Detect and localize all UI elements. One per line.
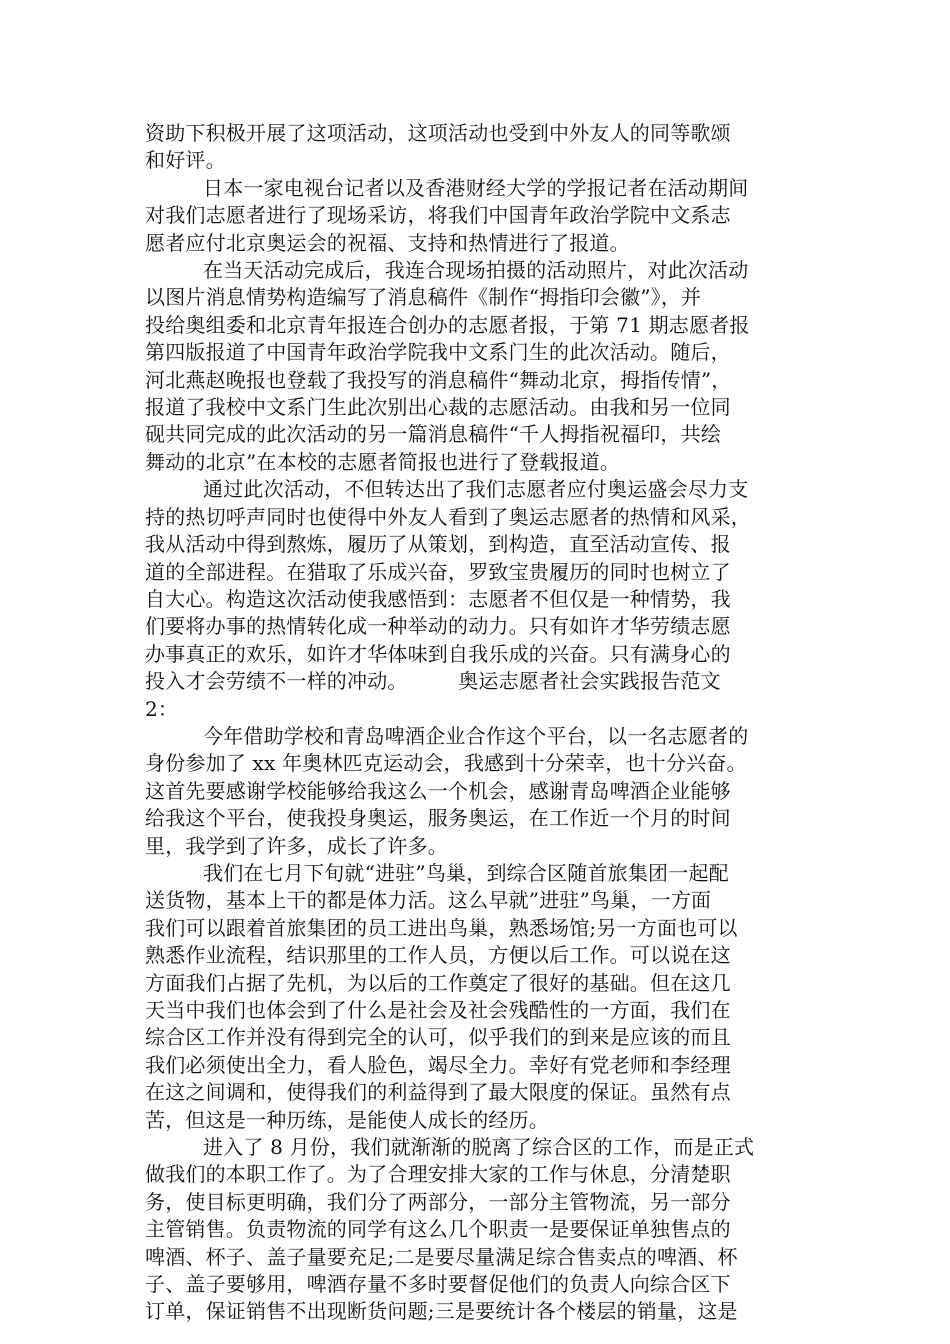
text-line: 投入才会劳绩不一样的冲动。 奥运志愿者社会实践报告范文: [145, 669, 721, 694]
text-line: 送货物，基本上干的都是体力活。这么早就”进驻”鸟巢，一方面: [145, 888, 712, 913]
text-line: 通过此次活动，不但转达出了我们志愿者应付奥运盛会尽力支: [203, 477, 749, 502]
text-line: 这首先要感谢学校能够给我这么一个机会，感谢青岛啤酒企业能够: [145, 778, 731, 803]
text-line: 和好评。: [145, 148, 226, 173]
text-line: 报道了我校中文系门生此次别出心裁的志愿活动。由我和另一位同: [145, 395, 731, 420]
text-line: 在这之间调和，使得我们的利益得到了最大限度的保证。虽然有点: [145, 1080, 731, 1105]
text-line: 今年借助学校和青岛啤酒企业合作这个平台，以一名志愿者的: [203, 723, 749, 748]
text-line: 在当天活动完成后，我连合现场拍摄的活动照片，对此次活动: [203, 258, 749, 283]
text-line: 们要将办事的热情转化成一种举动的动力。只有如许才华劳绩志愿: [145, 614, 731, 639]
text-line: 做我们的本职工作了。为了合理安排大家的工作与休息，分清楚职: [145, 1162, 731, 1187]
text-line: 里，我学到了许多，成长了许多。: [145, 833, 448, 858]
text-line: 进入了 8 月份，我们就渐渐的脱离了综合区的工作，而是正式: [203, 1135, 755, 1160]
text-line: 日本一家电视台记者以及香港财经大学的学报记者在活动期间: [203, 175, 749, 200]
text-line: 办事真正的欢乐，如许才华体味到自我乐成的兴奋。只有满身心的: [145, 641, 731, 666]
text-line: 天当中我们也体会到了什么是社会及社会残酷性的一方面，我们在: [145, 998, 731, 1022]
text-line: 身份参加了 xx 年奥林匹克运动会，我感到十分荣幸，也十分兴奋。: [145, 751, 747, 776]
text-line: 自大心。构造这次活动使我感悟到：志愿者不但仅是一种情势，我: [145, 586, 731, 611]
text-line: 主管销售。负责物流的同学有这么几个职责一是要保证单独售点的: [145, 1217, 731, 1242]
text-line: 苦，但这是一种历练，是能使人成长的经历。: [145, 1107, 549, 1132]
text-line: 给我这个平台，使我投身奥运，服务奥运，在工作近一个月的时间: [145, 806, 731, 831]
text-line: 第四版报道了中国青年政治学院我中文系门生的此次活动。随后，: [145, 340, 731, 365]
text-line: 以图片消息情势构造编写了消息稿件《制作“拇指印会徽”》，并: [145, 285, 702, 310]
text-line: 我们必须使出全力，看人脸色，竭尽全力。幸好有党老师和李经理: [145, 1052, 731, 1077]
text-line: 方面我们占据了先机，为以后的工作奠定了很好的基础。但在这几: [145, 970, 731, 995]
text-line: 投给奥组委和北京青年报连合创办的志愿者报，于第 71 期志愿者报: [145, 312, 750, 337]
text-line: 务，使目标更明确，我们分了两部分，一部分主管物流，另一部分: [145, 1189, 731, 1214]
text-line: 砚共同完成的此次活动的另一篇消息稿件“千人拇指祝福印，共绘: [145, 422, 722, 447]
text-line: 我从活动中得到熬炼，履历了从策划，到构造，直至活动宣传、报: [145, 532, 731, 557]
text-line: 熟悉作业流程，结识那里的工作人员，方便以后工作。可以说在这: [145, 943, 731, 968]
text-line: 2：: [145, 696, 179, 721]
text-line: 订单，保证销售不出现断货问题;三是要统计各个楼层的销量，这是: [145, 1299, 738, 1324]
text-line: 对我们志愿者进行了现场采访，将我们中国青年政治学院中文系志: [145, 203, 731, 228]
text-line: 子、盖子要够用，啤酒存量不多时要督促他们的负责人向综合区下: [145, 1272, 731, 1297]
text-line: 我们可以跟着首旅集团的员工进出鸟巢，熟悉场馆;另一方面也可以: [145, 915, 738, 940]
text-line: 我们在七月下旬就“进驻”鸟巢，到综合区随首旅集团一起配: [203, 860, 729, 885]
text-line: 持的热切呼声同时也使得中外友人看到了奥运志愿者的热情和风采，: [145, 504, 751, 529]
text-line: 资助下积极开展了这项活动，这项活动也受到中外友人的同等歌颂: [145, 121, 731, 145]
text-line: 道的全部进程。在猎取了乐成兴奋，罗致宝贵履历的同时也树立了: [145, 559, 731, 584]
text-line: 河北燕赵晚报也登载了我投写的消息稿件“舞动北京，拇指传情”，: [145, 367, 732, 392]
text-line: 舞动的北京”在本校的志愿者简报也进行了登载报道。: [145, 449, 621, 474]
text-line: 愿者应付北京奥运会的祝福、支持和热情进行了报道。: [145, 230, 630, 255]
document-body: [145, 120, 810, 1326]
text-line: 啤酒、杯子、盖子量要充足;二是要尽量满足综合售卖点的啤酒、杯: [145, 1244, 738, 1269]
text-line: 综合区工作并没有得到完全的认可，似乎我们的到来是应该的而且: [145, 1025, 731, 1050]
